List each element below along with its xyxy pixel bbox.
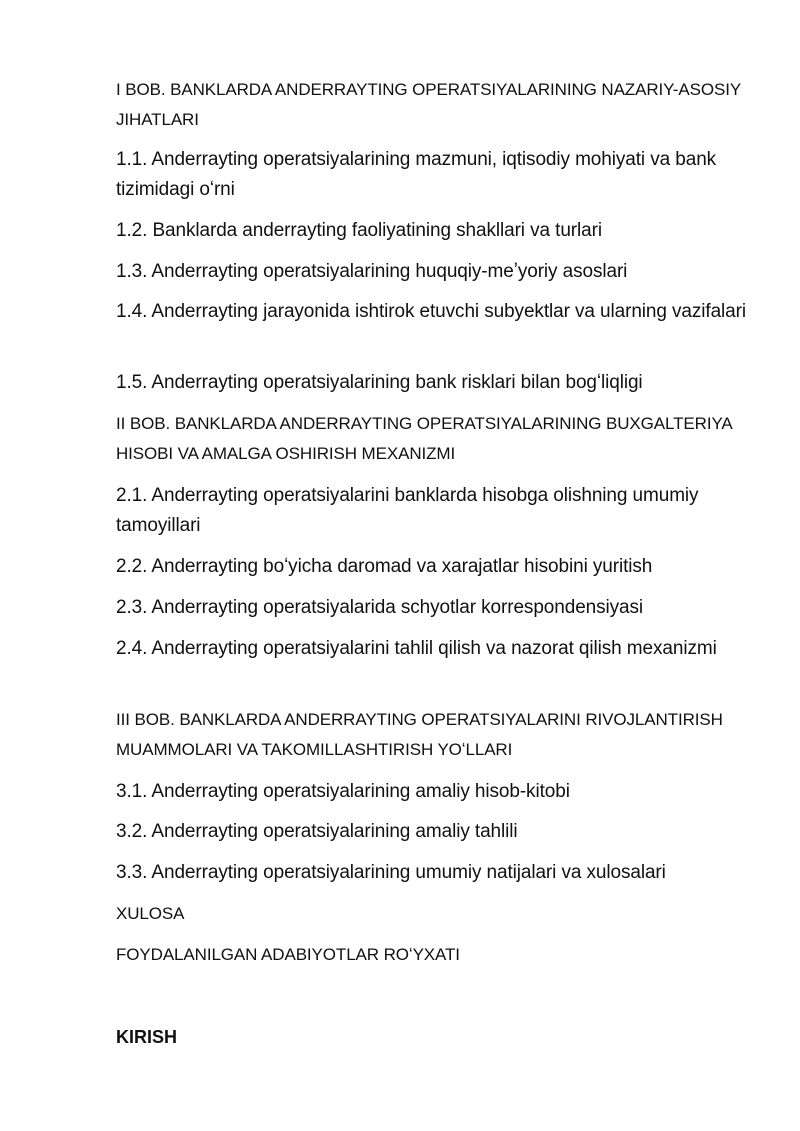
toc-section-1-3: 1.3. Anderrayting operatsiyalarining huquqiy-meʼyoriy asoslari	[116, 261, 628, 282]
toc-section-2-4: 2.4. Anderrayting operatsiyalarini tahlil qilish va nazorat qilish mexanizmi	[116, 638, 717, 659]
intro-heading: KIRISH	[116, 1027, 178, 1047]
toc-chapter-2: II BOB. BANKLARDA ANDERRAYTING OPERATSIYALARINING BUXGALTERIYA HISOBI VA AMALGA OSHIRISH MEXANIZMI	[116, 414, 732, 463]
toc-chapter-1: I BOB. BANKLARDA ANDERRAYTING OPERATSIYALARINING NAZARIY-ASOSIY JIHATLARI	[116, 80, 741, 129]
toc-section-1-1: 1.1. Anderrayting operatsiyalarining mazmuni, iqtisodiy mohiyati va bank tizimidagi oʻrni	[116, 149, 717, 200]
toc-section-1-4: 1.4. Anderrayting jarayonida ishtirok etuvchi subyektlar va ularning vazifalari	[116, 301, 746, 322]
toc-section-3-3: 3.3. Anderrayting operatsiyalarining umumiy natijalari va xulosalari	[116, 862, 666, 883]
toc-section-2-2: 2.2. Anderrayting boʻyicha daromad va xarajatlar hisobini yuritish	[116, 556, 653, 577]
toc-section-3-2: 3.2. Anderrayting operatsiyalarining amaliy tahlili	[116, 821, 518, 842]
toc-section-2-3: 2.3. Anderrayting operatsiyalarida schyotlar korrespondensiyasi	[116, 597, 644, 618]
toc-section-1-5: 1.5. Anderrayting operatsiyalarining bank risklari bilan bogʻliqligi	[116, 372, 643, 393]
toc-chapter-3: III BOB. BANKLARDA ANDERRAYTING OPERATSIYALARINI RIVOJLANTIRISH MUAMMOLARI VA TAKOMILLASHTIRISH YOʻLLARI	[116, 710, 723, 759]
toc-section-1-2: 1.2. Banklarda anderrayting faoliyatining shakllari va turlari	[116, 220, 602, 241]
toc-bibliography: FOYDALANILGAN ADABIYOTLAR ROʻYXATI	[116, 945, 460, 964]
toc-conclusion: XULOSA	[116, 904, 185, 923]
toc-section-3-1: 3.1. Anderrayting operatsiyalarining amaliy hisob-kitobi	[116, 781, 570, 802]
toc-section-2-1: 2.1. Anderrayting operatsiyalarini banklarda hisobga olishning umumiy tamoyillari	[116, 485, 699, 536]
